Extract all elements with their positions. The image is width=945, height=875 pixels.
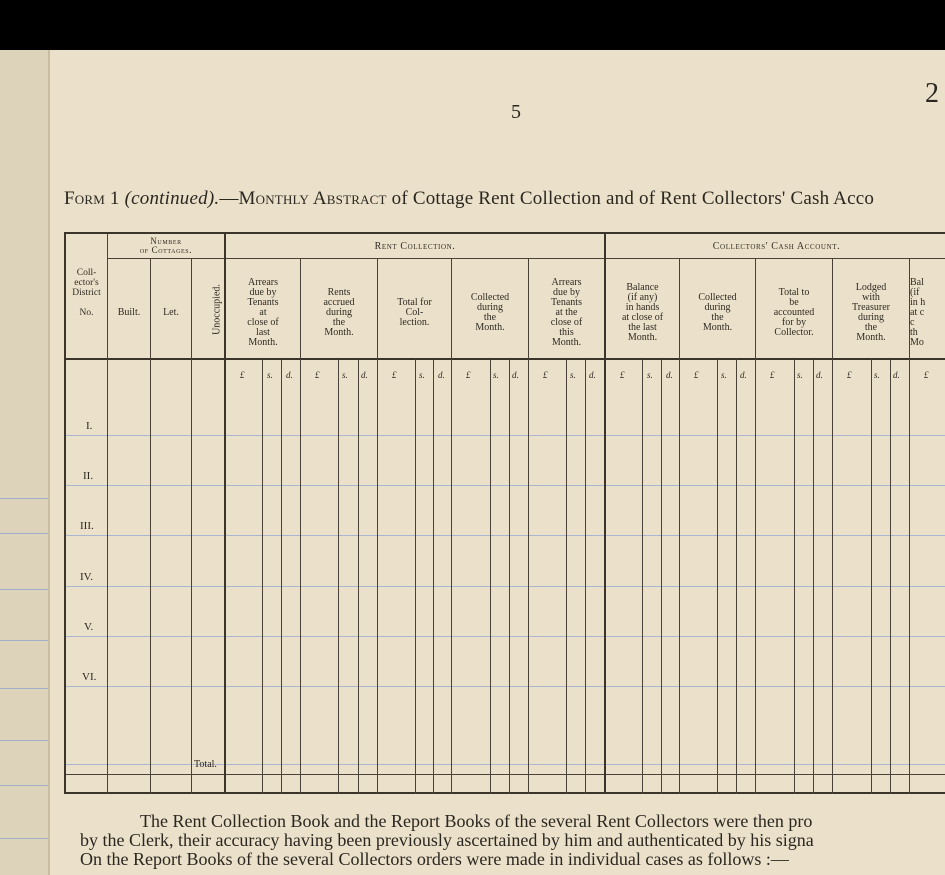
corner-number: 2 [925, 78, 939, 109]
currency-pence-2: d. [361, 370, 368, 380]
rent-col-arrears-this: Arrears due by Tenants at the close of this Month. [550, 277, 583, 348]
form-continued: (continued). [124, 188, 220, 209]
currency-pounds-9: £ [847, 370, 852, 380]
rent-collection-group-header: Rent Collection. [374, 241, 456, 252]
total-label: Total. [194, 759, 217, 770]
unoccupied-header: Unoccupied. [211, 284, 223, 335]
row-label-5: V. [84, 621, 94, 633]
built-header: Built. [117, 307, 141, 318]
paragraph-line-2: by the Clerk, their accuracy having been previously ascertained by him and authenticated by his signa [80, 830, 814, 850]
currency-pounds-7: £ [694, 370, 699, 380]
currency-pence-8: d. [816, 370, 823, 380]
cash-col-lodged: Lodged with Treasurer during the Month. [852, 282, 890, 343]
row-label-1: I. [86, 420, 93, 432]
currency-shillings-7: s. [721, 370, 727, 380]
rent-col-total: Total for Col- lection. [397, 297, 432, 328]
currency-pounds-4: £ [466, 370, 471, 380]
cash-col-total: Total to be accounted for by Collector. [773, 287, 815, 338]
rent-col-arrears-last: Arrears due by Tenants at close of last Month. [247, 277, 279, 348]
body-paragraph [80, 812, 945, 869]
currency-pounds-6: £ [620, 370, 625, 380]
row-label-4: IV. [80, 571, 93, 583]
paragraph-line-1: The Rent Collection Book and the Report Books of the several Rent Collectors were then pro [140, 811, 813, 831]
abstract-label: Monthly Abstract [238, 188, 387, 209]
rent-col-collected: Collected during the Month. [470, 292, 510, 333]
facing-page-edge [0, 50, 50, 875]
currency-pence-4: d. [512, 370, 519, 380]
currency-pounds-10: £ [924, 370, 929, 380]
currency-pounds-3: £ [392, 370, 397, 380]
currency-pence-1: d. [286, 370, 293, 380]
cottages-group-header: Number of Cottages. [139, 236, 193, 255]
district-header: Coll- ector's District No. [72, 268, 101, 318]
cash-col-collected: Collected during the Month. [698, 292, 737, 333]
currency-shillings-9: s. [874, 370, 880, 380]
row-label-6: VI. [82, 671, 97, 683]
rent-col-accrued: Rents accrued during the Month. [323, 287, 355, 338]
let-header: Let. [163, 307, 179, 318]
currency-pence-6: d. [666, 370, 673, 380]
cash-col-balance: Balance (if any) in hands at close of the last Month. [621, 282, 664, 343]
currency-pence-3: d. [438, 370, 445, 380]
currency-pence-5: d. [589, 370, 596, 380]
page-number: 5 [511, 101, 521, 123]
currency-shillings-5: s. [570, 370, 576, 380]
currency-pence-9: d. [893, 370, 900, 380]
currency-shillings-2: s. [342, 370, 348, 380]
cash-account-group-header: Collectors' Cash Account. [712, 241, 841, 252]
currency-pounds-2: £ [315, 370, 320, 380]
cash-col-balance-end: Bal (if in h at c c th Mo [910, 278, 926, 348]
currency-shillings-8: s. [797, 370, 803, 380]
currency-shillings-6: s. [647, 370, 653, 380]
currency-pounds-8: £ [770, 370, 775, 380]
abstract-table [64, 232, 945, 794]
top-black-bar [0, 0, 945, 50]
title-dash: — [219, 188, 239, 209]
title-rest: of Cottage Rent Collection and of Rent Collectors' Cash Acco [391, 188, 875, 209]
currency-shillings-4: s. [493, 370, 499, 380]
form-label: Form 1 [64, 188, 120, 209]
form-title [64, 188, 874, 210]
currency-shillings-3: s. [419, 370, 425, 380]
currency-shillings-1: s. [267, 370, 273, 380]
currency-pounds-5: £ [543, 370, 548, 380]
currency-pounds-1: £ [240, 370, 245, 380]
paragraph-line-3: On the Report Books of the several Collectors orders were made in individual cases as follows :— [80, 849, 789, 869]
row-label-3: III. [80, 520, 94, 532]
currency-pence-7: d. [740, 370, 747, 380]
row-label-2: II. [83, 470, 94, 482]
